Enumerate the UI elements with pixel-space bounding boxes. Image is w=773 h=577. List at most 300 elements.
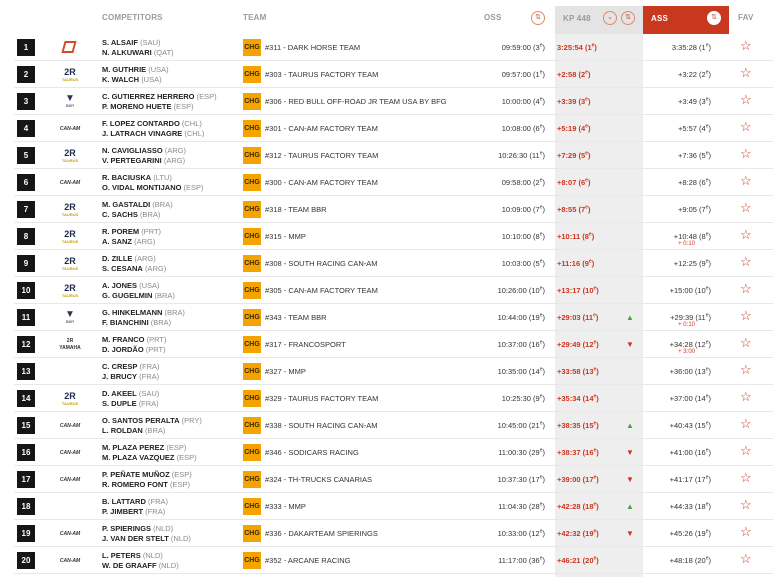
table-row[interactable]	[0, 304, 773, 331]
team-name: #305 - CAN-AM FACTORY TEAM	[265, 286, 378, 295]
kp-time: +35:34 (14e)	[557, 393, 599, 403]
driver-nationality: (ESP)	[166, 443, 187, 452]
dark-horse-logo	[55, 41, 85, 55]
team-name: #338 - SOUTH RACING CAN-AM	[265, 421, 378, 430]
codriver-name: J. VAN DER STELT	[102, 534, 169, 543]
table-row[interactable]	[0, 493, 773, 520]
codriver-nationality: (ARG)	[134, 237, 156, 246]
ass-time: +5:57 (4e)	[677, 123, 711, 133]
kp-time: +29:49 (12e)	[557, 339, 599, 349]
codriver-name: D. JORDÃO	[102, 345, 144, 354]
can-am-logo: CAN-AM	[59, 531, 81, 537]
competitor-names[interactable]	[102, 416, 202, 436]
kp-time: +8:07 (6e)	[557, 177, 591, 187]
codriver-name: J. LATRACH VINAGRE	[102, 129, 183, 138]
taurus-logo: 2R TAURUS	[61, 283, 79, 298]
driver-nationality: (ARG)	[134, 254, 156, 263]
can-am-logo: CAN-AM	[59, 126, 81, 132]
driver-name: L. PETERS	[102, 551, 141, 560]
driver-name: P. PEÑATE MUÑOZ	[102, 470, 170, 479]
table-row[interactable]	[0, 385, 773, 412]
category-badge: CHG	[243, 66, 261, 83]
star-outline-icon[interactable]: ☆	[740, 119, 752, 134]
oss-time: 10:25:30 (9e)	[501, 393, 545, 403]
table-row[interactable]	[0, 142, 773, 169]
codriver-name: C. SACHS	[102, 210, 138, 219]
ass-time: +15:00 (10e)	[669, 285, 711, 295]
table-row[interactable]	[0, 169, 773, 196]
oss-time: 09:57:00 (1e)	[501, 69, 545, 79]
penalty-time: + 0:10	[678, 322, 695, 328]
category-badge: CHG	[243, 39, 261, 56]
team-name: #303 - TAURUS FACTORY TEAM	[265, 70, 379, 79]
ass-time: +9:05 (7e)	[677, 204, 711, 214]
codriver-nationality: (BRA)	[144, 426, 166, 435]
codriver-nationality: (ESP)	[173, 102, 194, 111]
star-outline-icon[interactable]: ☆	[740, 389, 752, 404]
driver-nationality: (NLD)	[142, 551, 163, 560]
codriver-name: K. WALCH	[102, 75, 140, 84]
star-outline-icon[interactable]: ☆	[740, 443, 752, 458]
category-badge: CHG	[243, 174, 261, 191]
codriver-nationality: (NLD)	[170, 534, 191, 543]
driver-nationality: (CHL)	[181, 119, 202, 128]
team-name: #343 - TEAM BBR	[265, 313, 327, 322]
driver-name: M. PLAZA PEREZ	[102, 443, 165, 452]
triangle-down-icon: ▼	[626, 448, 634, 457]
driver-name: R. POREM	[102, 227, 140, 236]
competitor-names[interactable]	[102, 335, 166, 355]
oss-time: 10:33:00 (12e)	[497, 528, 545, 538]
category-badge: CHG	[243, 255, 261, 272]
driver-nationality: (SAU)	[140, 38, 161, 47]
oss-time: 10:03:00 (5e)	[501, 258, 545, 268]
oss-time: 11:17:00 (36e)	[498, 555, 545, 565]
team-name: #308 - SOUTH RACING CAN-AM	[265, 259, 378, 268]
codriver-nationality: (BRA)	[154, 291, 175, 300]
position-badge: 3	[17, 93, 35, 110]
position-badge: 12	[17, 336, 35, 353]
driver-name: N. CAVIGLIASSO	[102, 146, 163, 155]
kp-time: +38:37 (16e)	[557, 447, 599, 457]
position-badge: 11	[17, 309, 35, 326]
position-badge: 9	[17, 255, 35, 272]
taurus-logo: 2R TAURUS	[61, 256, 79, 271]
kp-time: +2:58 (2e)	[557, 69, 591, 79]
oss-time: 10:44:00 (19e)	[497, 312, 545, 322]
position-badge: 5	[17, 147, 35, 164]
competitor-names[interactable]	[102, 443, 197, 463]
competitor-names[interactable]	[102, 497, 168, 517]
driver-name: S. ALSAIF	[102, 38, 138, 47]
category-badge: CHG	[243, 417, 261, 434]
driver-nationality: (NLD)	[153, 524, 174, 533]
driver-nationality: (USA)	[148, 65, 169, 74]
competitor-names[interactable]	[102, 119, 204, 139]
taurus-logo: 2R TAURUS	[61, 391, 79, 406]
codriver-name: A. SANZ	[102, 237, 132, 246]
position-badge: 4	[17, 120, 35, 137]
position-badge: 7	[17, 201, 35, 218]
team-name: #315 - MMP	[265, 232, 306, 241]
driver-name: C. CRESP	[102, 362, 138, 371]
kp-time: +29:03 (11e)	[557, 312, 599, 322]
team-name: #301 - CAN-AM FACTORY TEAM	[265, 124, 378, 133]
codriver-name: O. VIDAL MONTIJANO	[102, 183, 182, 192]
driver-name: P. SPIERINGS	[102, 524, 152, 533]
position-badge: 14	[17, 390, 35, 407]
kp-time: +46:21 (20e)	[557, 555, 599, 565]
competitor-names[interactable]	[102, 389, 159, 409]
star-outline-icon[interactable]: ☆	[740, 551, 752, 566]
triangle-down-icon: ▼	[626, 475, 634, 484]
star-outline-icon[interactable]: ☆	[740, 416, 752, 431]
ass-time: +45:26 (19e)	[669, 528, 711, 538]
ass-time: +8:28 (6e)	[677, 177, 711, 187]
ass-time: +3:22 (2e)	[677, 69, 711, 79]
kp-time: +8:55 (7e)	[557, 204, 591, 214]
table-row[interactable]	[0, 115, 773, 142]
taurus-logo: 2R TAURUS	[61, 229, 79, 244]
driver-nationality: (PRT)	[146, 335, 167, 344]
codriver-nationality: (ESP)	[169, 480, 190, 489]
driver-name: M. FRANCO	[102, 335, 145, 344]
category-badge: CHG	[243, 552, 261, 569]
category-badge: CHG	[243, 147, 261, 164]
taurus-logo: 2R TAURUS	[61, 67, 79, 82]
competitor-names[interactable]	[102, 524, 191, 544]
header-fav: FAV	[738, 13, 754, 22]
driver-name: D. AKEEL	[102, 389, 137, 398]
table-row[interactable]	[0, 277, 773, 304]
kp-time: 3:25:54 (1e)	[557, 42, 597, 52]
star-outline-icon[interactable]: ☆	[740, 362, 752, 377]
can-am-logo: CAN-AM	[59, 450, 81, 456]
ass-time: +41:00 (16e)	[669, 447, 711, 457]
triangle-down-icon: ▼	[626, 340, 634, 349]
category-badge: CHG	[243, 525, 261, 542]
category-badge: CHG	[243, 282, 261, 299]
position-badge: 15	[17, 417, 35, 434]
star-outline-icon[interactable]: ☆	[740, 146, 752, 161]
star-outline-icon[interactable]: ☆	[740, 173, 752, 188]
oss-time: 10:09:00 (7e)	[501, 204, 545, 214]
position-badge: 13	[17, 363, 35, 380]
driver-nationality: (FRA)	[139, 362, 160, 371]
driver-nationality: (BRA)	[164, 308, 185, 317]
competitor-names[interactable]	[102, 551, 179, 571]
kp-sort-icon[interactable]: ⇅	[621, 11, 635, 25]
driver-nationality: (BRA)	[152, 200, 173, 209]
ass-time: +3:49 (3e)	[677, 96, 711, 106]
codriver-name: W. DE GRAAFF	[102, 561, 157, 570]
position-badge: 19	[17, 525, 35, 542]
oss-time: 09:59:00 (3e)	[501, 42, 545, 52]
competitor-names[interactable]	[102, 200, 173, 220]
driver-nationality: (ARG)	[164, 146, 187, 155]
oss-time: 10:37:30 (17e)	[497, 474, 545, 484]
kp-time: +42:28 (18e)	[557, 501, 599, 511]
driver-name: D. ZILLE	[102, 254, 133, 263]
oss-time: 10:08:00 (6e)	[501, 123, 545, 133]
driver-nationality: (PRT)	[141, 227, 162, 236]
codriver-name: S. DUPLE	[102, 399, 137, 408]
chevron-down-icon[interactable]: ⌄	[603, 11, 617, 25]
codriver-nationality: (QAT)	[153, 48, 174, 57]
codriver-nationality: (FRA)	[145, 507, 166, 516]
star-outline-icon[interactable]: ☆	[740, 281, 752, 296]
triangle-down-icon: ▼	[626, 529, 634, 538]
team-name: #346 - SODICARS RACING	[265, 448, 359, 457]
team-name: #336 - DAKARTEAM SPIERINGS	[265, 529, 378, 538]
header-ass: ASS	[651, 14, 669, 23]
competitor-names[interactable]	[102, 281, 175, 301]
driver-nationality: (FRA)	[147, 497, 168, 506]
driver-name: M. GASTALDI	[102, 200, 151, 209]
position-badge: 1	[17, 39, 35, 56]
category-badge: CHG	[243, 201, 261, 218]
team-name: #352 - ARCANE RACING	[265, 556, 351, 565]
competitor-names[interactable]	[102, 146, 186, 166]
team-name: #311 - DARK HORSE TEAM	[265, 43, 361, 52]
table-row[interactable]	[0, 223, 773, 250]
oss-time: 10:37:00 (16e)	[497, 339, 545, 349]
team-name: #300 - CAN-AM FACTORY TEAM	[265, 178, 378, 187]
codriver-name: G. GUGELMIN	[102, 291, 153, 300]
team-name: #329 - TAURUS FACTORY TEAM	[265, 394, 379, 403]
penalty-time: + 0:10	[678, 241, 695, 247]
ass-sort-icon[interactable]: ⇅	[707, 11, 721, 25]
codriver-nationality: (PRT)	[145, 345, 166, 354]
kp-time: +11:16 (9e)	[557, 258, 595, 268]
position-badge: 20	[17, 552, 35, 569]
kp-time: +5:19 (4e)	[557, 123, 591, 133]
kp-header	[555, 6, 643, 34]
table-row[interactable]	[0, 520, 773, 547]
codriver-name: V. PERTEGARINI	[102, 156, 162, 165]
codriver-name: L. ROLDAN	[102, 426, 143, 435]
oss-time: 10:10:00 (8e)	[501, 231, 545, 241]
codriver-name: N. ALKUWARI	[102, 48, 152, 57]
table-row[interactable]	[0, 61, 773, 88]
team-name: #327 - MMP	[265, 367, 306, 376]
star-outline-icon[interactable]: ☆	[740, 470, 752, 485]
category-badge: CHG	[243, 336, 261, 353]
position-badge: 16	[17, 444, 35, 461]
driver-name: A. JONES	[102, 281, 138, 290]
codriver-nationality: (CHL)	[184, 129, 205, 138]
codriver-name: R. ROMERO FONT	[102, 480, 168, 489]
ass-time: +41:17 (17e)	[669, 474, 711, 484]
triangle-up-icon: ▲	[626, 421, 634, 430]
driver-name: B. LATTARD	[102, 497, 146, 506]
codriver-nationality: (BRA)	[139, 210, 161, 219]
driver-name: F. LOPEZ CONTARDO	[102, 119, 180, 128]
category-badge: CHG	[243, 309, 261, 326]
star-outline-icon[interactable]: ☆	[740, 227, 752, 242]
ass-time: +40:43 (15e)	[669, 420, 711, 430]
star-outline-icon[interactable]: ☆	[740, 38, 752, 53]
star-outline-icon[interactable]: ☆	[740, 200, 752, 215]
competitor-names[interactable]	[102, 254, 166, 274]
can-am-logo: CAN-AM	[59, 423, 81, 429]
competitor-names[interactable]	[102, 38, 174, 58]
oss-time: 10:00:00 (4e)	[501, 96, 545, 106]
table-row[interactable]	[0, 439, 773, 466]
codriver-nationality: (USA)	[141, 75, 162, 84]
kp-time: +38:35 (15e)	[557, 420, 599, 430]
driver-nationality: (SAU)	[138, 389, 160, 398]
codriver-nationality: (ARG)	[163, 156, 186, 165]
table-row[interactable]	[0, 34, 773, 61]
category-badge: CHG	[243, 444, 261, 461]
oss-sort-icon[interactable]: ⇅	[531, 11, 545, 25]
bbr-logo: ▼ BBR	[65, 93, 75, 108]
competitor-names[interactable]	[102, 470, 192, 490]
star-outline-icon[interactable]: ☆	[740, 65, 752, 80]
codriver-nationality: (ESP)	[176, 453, 197, 462]
ass-time: +48:18 (20e)	[669, 555, 711, 565]
oss-time: 10:45:00 (21e)	[497, 420, 545, 430]
category-badge: CHG	[243, 363, 261, 380]
driver-name: G. HINKELMANN	[102, 308, 163, 317]
table-row[interactable]	[0, 250, 773, 277]
star-outline-icon[interactable]: ☆	[740, 92, 752, 107]
kp-time: +10:11 (8e)	[557, 231, 595, 241]
codriver-nationality: (BRA)	[150, 318, 172, 327]
codriver-nationality: (FRA)	[139, 372, 160, 381]
driver-name: C. GUTIERREZ HERRERO	[102, 92, 195, 101]
category-badge: CHG	[243, 120, 261, 137]
competitor-names[interactable]	[102, 227, 161, 247]
driver-nationality: (PRY)	[181, 416, 202, 425]
header-competitors: COMPETITORS	[102, 13, 163, 22]
category-badge: CHG	[243, 471, 261, 488]
team-name: #306 - RED BULL OFF-ROAD JR TEAM USA BY BFG	[265, 97, 447, 106]
codriver-nationality: (NLD)	[158, 561, 179, 570]
ass-time: +37:00 (14e)	[669, 393, 711, 403]
ass-time: +29:39 (11e)	[670, 312, 711, 322]
position-badge: 2	[17, 66, 35, 83]
codriver-nationality: (ESP)	[183, 183, 204, 192]
table-row[interactable]	[0, 412, 773, 439]
oss-time: 09:58:00 (2e)	[501, 177, 545, 187]
position-badge: 17	[17, 471, 35, 488]
yamaha-logo: 2R YAMAHA	[59, 338, 81, 351]
category-badge: CHG	[243, 93, 261, 110]
codriver-name: P. MORENO HUETE	[102, 102, 172, 111]
codriver-name: F. BIANCHINI	[102, 318, 149, 327]
ass-time: +7:36 (5e)	[677, 150, 711, 160]
kp-time: +33:58 (13e)	[557, 366, 599, 376]
team-name: #318 - TEAM BBR	[265, 205, 327, 214]
position-badge: 6	[17, 174, 35, 191]
table-row[interactable]	[0, 466, 773, 493]
position-badge: 10	[17, 282, 35, 299]
kp-time: +42:32 (19e)	[557, 528, 599, 538]
competitor-names[interactable]	[102, 92, 217, 112]
taurus-logo: 2R TAURUS	[61, 202, 79, 217]
competitor-names[interactable]	[102, 362, 160, 382]
category-badge: CHG	[243, 390, 261, 407]
ass-header	[643, 6, 729, 34]
triangle-up-icon: ▲	[626, 502, 634, 511]
position-badge: 18	[17, 498, 35, 515]
codriver-name: M. PLAZA VAZQUEZ	[102, 453, 175, 462]
can-am-logo: CAN-AM	[59, 558, 81, 564]
team-name: #317 - FRANCOSPORT	[265, 340, 346, 349]
driver-name: M. GUTHRIE	[102, 65, 147, 74]
oss-time: 11:04:30 (28e)	[498, 501, 545, 511]
header-oss: OSS	[484, 13, 502, 22]
table-row[interactable]	[0, 331, 773, 358]
table-row[interactable]	[0, 358, 773, 385]
ass-time: +36:00 (13e)	[669, 366, 711, 376]
driver-name: R. BACIUSKA	[102, 173, 152, 182]
star-outline-icon[interactable]: ☆	[740, 254, 752, 269]
oss-time: 10:35:00 (14e)	[497, 366, 545, 376]
team-name: #324 - TH-TRUCKS CANARIAS	[265, 475, 372, 484]
codriver-name: J. BRUCY	[102, 372, 138, 381]
codriver-nationality: (FRA)	[138, 399, 159, 408]
star-outline-icon[interactable]: ☆	[740, 524, 752, 539]
driver-nationality: (ESP)	[171, 470, 192, 479]
driver-nationality: (USA)	[139, 281, 160, 290]
oss-time: 10:26:30 (11e)	[498, 150, 545, 160]
star-outline-icon[interactable]: ☆	[740, 497, 752, 512]
header-team: TEAM	[243, 13, 267, 22]
kp-time: +13:17 (10e)	[557, 285, 599, 295]
driver-name: O. SANTOS PERALTA	[102, 416, 180, 425]
codriver-name: P. JIMBERT	[102, 507, 144, 516]
competitor-names[interactable]	[102, 173, 204, 193]
codriver-name: S. CESANA	[102, 264, 143, 273]
kp-time: +39:00 (17e)	[557, 474, 599, 484]
team-name: #312 - TAURUS FACTORY TEAM	[265, 151, 379, 160]
triangle-up-icon: ▲	[626, 313, 634, 322]
team-name: #333 - MMP	[265, 502, 306, 511]
can-am-logo: CAN-AM	[59, 180, 81, 186]
category-badge: CHG	[243, 228, 261, 245]
category-badge: CHG	[243, 498, 261, 515]
table-row[interactable]	[0, 196, 773, 223]
table-header	[0, 0, 773, 36]
competitor-names[interactable]	[102, 65, 169, 85]
ass-time: +34:28 (12e)	[669, 339, 711, 349]
kp-time: +3:39 (3e)	[557, 96, 591, 106]
ass-time: +10:48 (8e)	[673, 231, 711, 241]
codriver-nationality: (ARG)	[144, 264, 167, 273]
taurus-logo: 2R TAURUS	[61, 148, 79, 163]
bbr-logo: ▼ BBR	[65, 309, 75, 324]
row-divider	[14, 573, 773, 574]
oss-time: 10:26:00 (10e)	[497, 285, 545, 295]
driver-nationality: (LTU)	[153, 173, 172, 182]
header-kp: KP 448	[563, 14, 591, 23]
can-am-logo: CAN-AM	[59, 477, 81, 483]
table-row[interactable]	[0, 88, 773, 115]
ass-time: 3:35:28 (1e)	[671, 42, 711, 52]
driver-nationality: (ESP)	[196, 92, 217, 101]
competitor-names[interactable]	[102, 308, 185, 328]
position-badge: 8	[17, 228, 35, 245]
table-row[interactable]	[0, 547, 773, 574]
kp-time: +7:29 (5e)	[557, 150, 591, 160]
ass-time: +12:25 (9e)	[673, 258, 711, 268]
ass-time: +44:33 (18e)	[669, 501, 711, 511]
star-outline-icon[interactable]: ☆	[740, 308, 752, 323]
star-outline-icon[interactable]: ☆	[740, 335, 752, 350]
